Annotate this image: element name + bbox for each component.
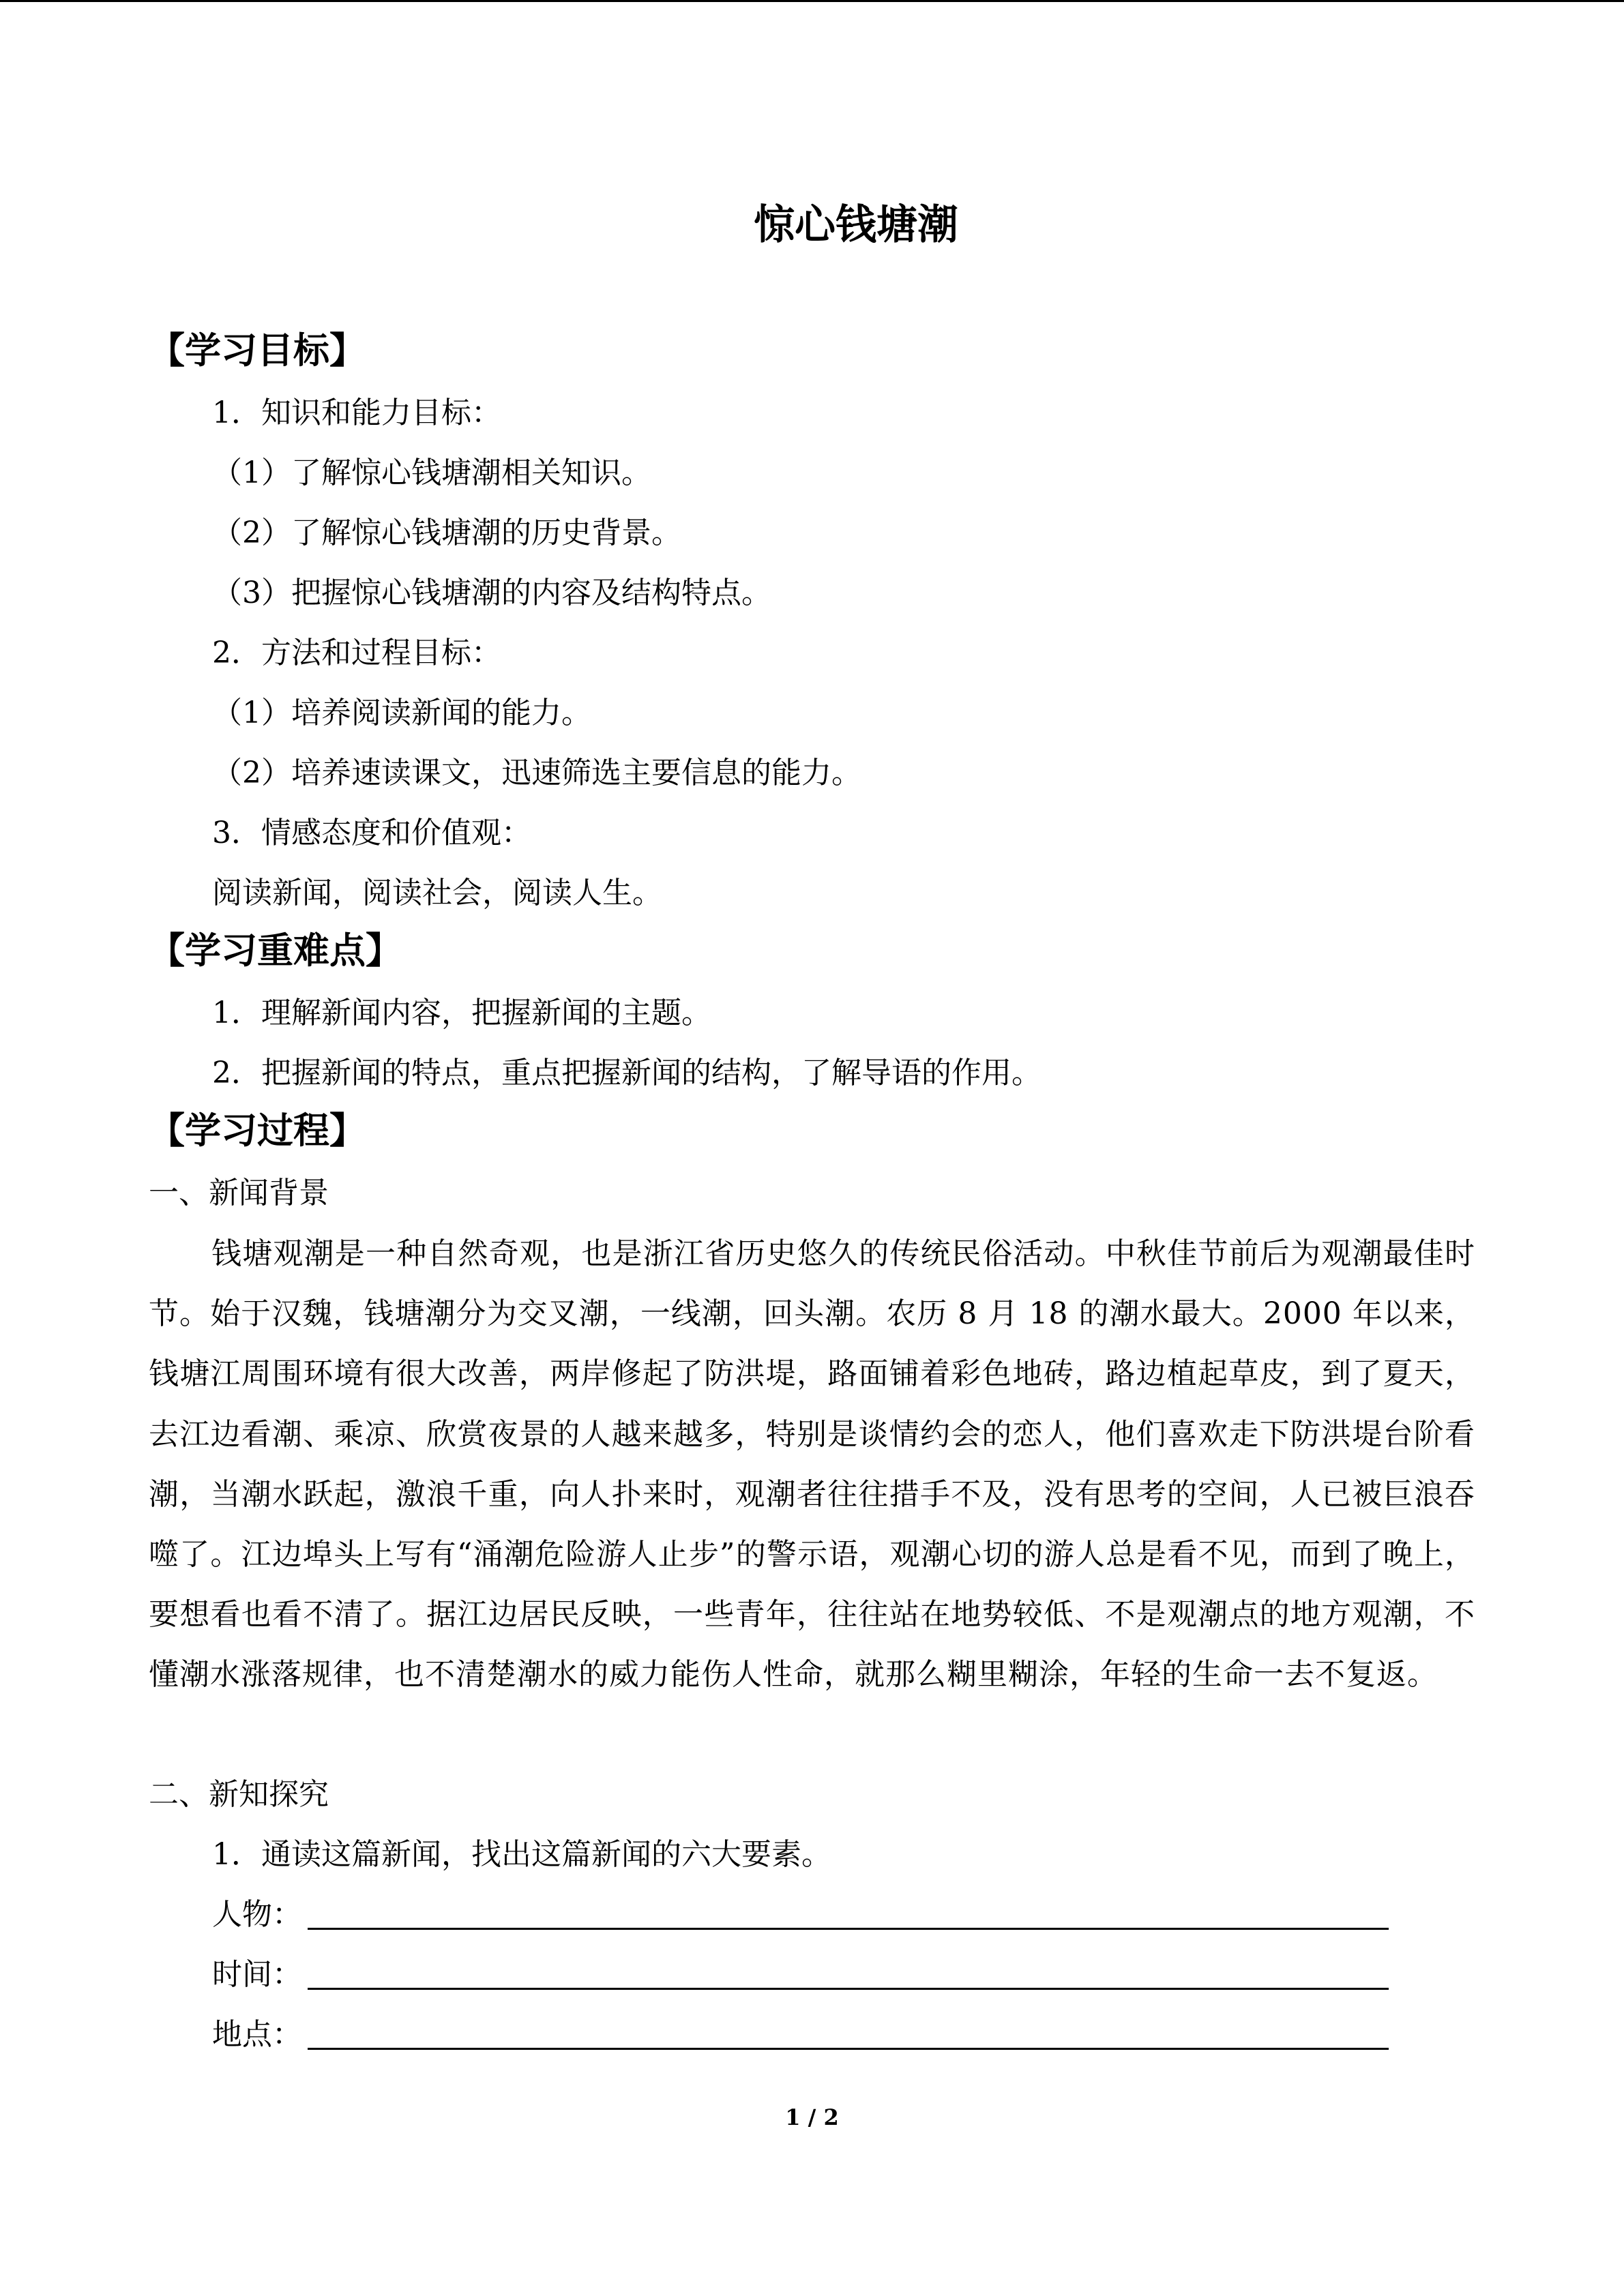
key-point-line-2: 2．把握新闻的特点，重点把握新闻的结构，了解导语的作用。 (212, 1056, 1042, 1090)
goal-line-9: 阅读新闻，阅读社会，阅读人生。 (212, 876, 662, 910)
goal-line-2: （1）了解惊心钱塘潮相关知识。 (212, 456, 651, 490)
goal-line-3: （2）了解惊心钱塘潮的历史背景。 (212, 516, 681, 550)
heading-learning-goals: 【学习目标】 (149, 330, 366, 372)
part1-title: 一、新闻背景 (149, 1176, 329, 1210)
fill-row-place (212, 2014, 1389, 2055)
fill-label-place: 地点： (212, 2017, 302, 2052)
fill-label-time: 时间： (212, 1957, 302, 1992)
goal-line-7: （2）培养速读课文，迅速筛选主要信息的能力。 (212, 756, 861, 790)
answer-blank-time[interactable] (308, 1988, 1389, 1990)
goal-line-4: （3）把握惊心钱塘潮的内容及结构特点。 (212, 576, 771, 610)
fill-row-person (212, 1894, 1389, 1935)
page-top-border (0, 0, 1624, 2)
document-title: 惊心钱塘潮 (754, 201, 958, 249)
fill-row-time (212, 1954, 1389, 1995)
goal-line-6: （1）培养阅读新闻的能力。 (212, 696, 591, 730)
part2-title: 二、新知探究 (149, 1777, 329, 1812)
page-number: 1 / 2 (785, 2104, 839, 2130)
goal-line-5: 2．方法和过程目标： (212, 636, 501, 670)
goal-line-1: 1．知识和能力目标： (212, 396, 501, 430)
answer-blank-place[interactable] (308, 2048, 1389, 2050)
goal-line-8: 3．情感态度和价值观： (212, 816, 531, 850)
key-point-line-1: 1．理解新闻内容，把握新闻的主题。 (212, 996, 711, 1030)
news-background-paragraph: 钱塘观潮是一种自然奇观，也是浙江省历史悠久的传统民俗活动。中秋佳节前后为观潮最佳时节。始于汉魏，钱塘潮分为交叉潮，一线潮，回头潮。农历 8 月 18 的潮水最大。2000 年以来，钱塘江周围环境有很大改善，两岸修起了防洪堤，路面铺着彩色地砖，路边植起草皮，到了夏天，去江边看潮、乘凉、欣赏夜景的人越来越多，特别是谈情约会的恋人，他们喜欢走下防洪堤台阶看潮，当潮水跃起，激浪千重，向人扑来时，观潮者往往措手不及，没有思考的空间，人已被巨浪吞噬了。江边埠头上写有“涌潮危险游人止步”的警示语，观潮心切的游人总是看不见，而到了晚上，要想看也看不清了。据江边居民反映，一些青年，往往站在地势较低、不是观潮点的地方观潮，不懂潮水涨落规律，也不清楚潮水的威力能伤人性命，就那么糊里糊涂，年轻的生命一去不复返。 (149, 1236, 1475, 1693)
fill-label-person: 人物： (212, 1897, 302, 1932)
heading-key-points: 【学习重难点】 (149, 930, 402, 972)
answer-blank-person[interactable] (308, 1928, 1389, 1930)
heading-learning-process: 【学习过程】 (149, 1110, 366, 1152)
question-1: 1．通读这篇新闻，找出这篇新闻的六大要素。 (212, 1837, 831, 1872)
